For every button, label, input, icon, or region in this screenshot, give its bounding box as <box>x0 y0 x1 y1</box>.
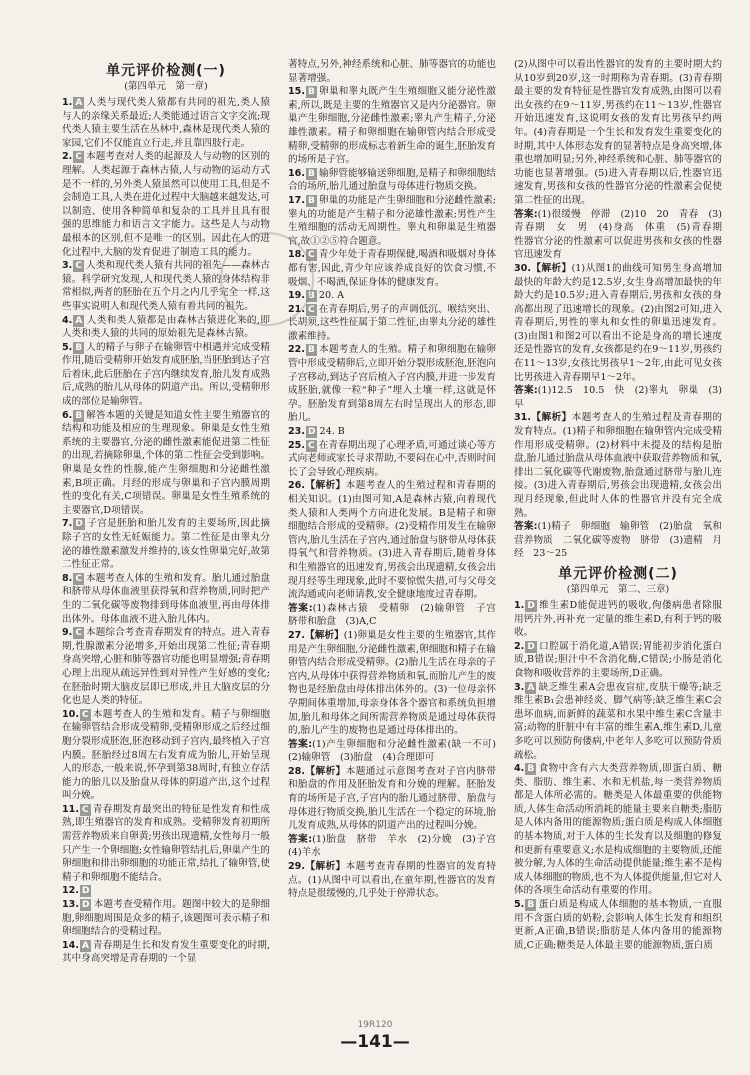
answer-item <box>62 708 270 803</box>
answer-item <box>514 208 732 262</box>
answer-item <box>514 640 722 681</box>
question-number: 25. <box>288 439 305 451</box>
answer-label: 答案: <box>288 833 313 845</box>
question-number: 11. <box>62 803 79 815</box>
answer-letter: B <box>308 168 315 179</box>
question-number: 10. <box>62 708 79 720</box>
answer-item <box>62 898 270 939</box>
answer-text: 子宫是胚胎和胎儿发育的主要场所,因此摘除子宫的女性无妊娠能力。第二性征是由睾丸分泌的雄性激素激发并维持的,该女性卵巢完好,故第二性征正常。 <box>62 518 270 571</box>
answer-item <box>288 833 506 860</box>
question-number: 23. <box>288 426 305 438</box>
answer-item <box>62 884 270 898</box>
answer-item <box>514 681 722 763</box>
answer-text: 人的精子与卵子在输卵管中相遇并完成受精作用,随后受精卵开始发育成胚胎,当胚胎到达子宫后着床,此后胚胎在子宫内继续发育,胎儿发育成熟后,成熟的胎儿从母体的阴道产出。所以,受精卵形成的部位是输卵管。 <box>62 341 270 408</box>
answer-text: (1)森林古猿 受精卵 (2)输卵管 子宫 脐带和胎盘 (3)A,C <box>288 602 506 628</box>
question-number: 29. <box>288 861 305 873</box>
answer-item <box>288 439 496 480</box>
answer-text: 卵巢的功能是产生卵细胞和分泌雌性激素;睾丸的功能是产生精子和分泌雄性激素;男性产生生殖细胞的活动无周期性。睾丸和卵巢是生殖器官,故①②⑤符合题意。 <box>288 194 496 247</box>
answer-letter: D <box>82 900 90 911</box>
answer-label: 答案: <box>288 738 313 750</box>
answer-item <box>62 939 270 966</box>
question-number: 17. <box>288 194 305 206</box>
question-number: 16. <box>288 167 305 179</box>
question-number: 18. <box>288 249 305 261</box>
question-number: 3. <box>62 260 73 272</box>
answer-letter: A <box>527 682 535 693</box>
column-2 <box>288 58 506 1018</box>
answer-item <box>62 626 270 708</box>
answer-item <box>288 425 496 439</box>
answer-item <box>288 248 496 289</box>
print-code: 19R120 <box>357 1020 393 1030</box>
answer-text: 缺乏维生素A会患夜盲症,皮肤干燥等;缺乏维生素B₁会患神经炎、脚气病等;缺乏维生素C会患坏血病,而新鲜的蔬菜和水果中维生素C含量丰富;动物的肝脏中有丰富的维生素A,维生素D,儿童多吃可以预防佝偻病,中老年人多吃可以预防骨质疏松。 <box>514 681 722 761</box>
answer-text: 本题考查人的生殖过程及青春期的发育特点。(1)精子和卵细胞在输卵管内完成受精作用形成受精卵。(2)材料中未提及的结构是胎盘,胎儿通过胎盘从母体血液中获取营养物质和氧,排出二氧化碳等代谢废物,胎盘通过脐带与胎儿连接。(3)进入青春期后,男孩会出现遗精,女孩会出现月经现象,但此时人体的性器官并没有完全成熟。 <box>514 412 723 519</box>
analysis-tag: 【解析】 <box>305 861 346 873</box>
answer-list-1 <box>62 96 270 966</box>
answer-text: (2)从图中可以看出性器官的发育的主要时期大约从10岁到20岁,这一时期称为青春期。(3)青春期最主要的发育特征是性器官发育成熟,由图可以看出女孩约在9～11岁,男孩约在11～13岁,性器官开始迅速发育,这说明女孩的发育比男孩早约两年。(4)青春期是一个生长和发育发生重要变化的时期,其中人体形态发育的显著特点是身高突增,体重也增加明显;另外,神经系统和心脏、肺等器官的功能也显著增强。(5)进入青春期以后,性器官迅速发育,男孩和女孩的性器官分泌的性激素会促使第二性征的出现。 <box>514 59 722 206</box>
answer-letter: B <box>75 410 83 421</box>
seal-stamp <box>220 232 314 326</box>
question-number: 9. <box>62 627 73 639</box>
answer-text: 本题考查人体的生殖和发育。胎儿通过胎盘和脐带从母体血液里获得氧和营养物质,同时把产生的二氧化碳等废物排到母体血液里,再由母体排出体外。母体血液不进入胎儿体内。 <box>62 572 270 625</box>
answer-item <box>514 599 722 640</box>
answer-label: 答案: <box>514 208 538 220</box>
question-number: 28. <box>288 765 305 777</box>
answer-item <box>62 341 270 409</box>
answer-item <box>514 58 722 208</box>
answer-letter: B <box>308 345 315 356</box>
answer-letter: B <box>308 195 315 206</box>
answer-letter: D <box>527 600 535 611</box>
answer-item <box>62 314 270 341</box>
answer-letter: C <box>75 152 82 163</box>
question-number: 26. <box>288 480 305 492</box>
answer-item <box>288 738 506 765</box>
question-number: 12. <box>62 885 79 897</box>
analysis-tag: 【解析】 <box>305 765 346 777</box>
question-number: 30. <box>514 262 531 274</box>
question-number: 13. <box>62 899 79 911</box>
answer-item <box>288 194 496 248</box>
answer-letter: A <box>82 940 89 951</box>
answer-label: 答案: <box>514 521 538 533</box>
answer-item <box>62 803 270 885</box>
answer-item <box>288 602 506 629</box>
answer-item <box>288 343 496 425</box>
answer-item <box>288 58 496 85</box>
answer-item <box>514 898 722 952</box>
question-number: 31. <box>514 412 531 424</box>
question-number: 27. <box>288 629 305 641</box>
answer-text: 人类与现代类人猿都有共同的祖先,类人猿与人的亲缘关系最近;人类能通过语言文字交流;现代类人猿主要生活在丛林中,森林是现代类人猿的家园,它们不仅能直立行走,并且靠四肢行走。 <box>62 97 270 149</box>
question-number: 2. <box>514 640 525 652</box>
answer-letter: C <box>75 628 82 639</box>
answer-item <box>514 520 722 561</box>
question-number: 15. <box>288 86 305 98</box>
answer-letter: C <box>75 261 82 272</box>
answer-letter: C <box>308 304 315 315</box>
answer-item <box>62 517 270 571</box>
answer-letter: C <box>82 804 89 815</box>
answer-letter: B <box>308 87 315 98</box>
question-number: 1. <box>514 599 525 611</box>
answer-letter: C <box>75 573 82 584</box>
answer-text: 蛋白质是构成人体细胞的基本物质,一直服用不含蛋白质的奶粉,会影响人体生长发育和组织更新,A正确,B错误;脂肪是人体内备用的能源物质,C正确;糖类是人体最主要的能源物质,蛋白质 <box>514 899 722 951</box>
answer-item <box>288 85 496 167</box>
answer-text: 青少年处于青春期保健,喝酒和吸烟对身体都有害,因此,青少年应该养成良好的饮食习惯,不吸烟、不喝酒,保证身体的健康发育。 <box>288 249 496 288</box>
answer-letter: D <box>82 886 90 897</box>
answer-text: 在青春期后,男子的声调低沉、喉结突出、长胡须,这些性征属于第二性征,由睾丸分泌的雄性激素维持。 <box>288 303 496 342</box>
column-1 <box>62 58 270 1018</box>
question-number: 1. <box>62 97 73 108</box>
answer-text: 本题考查人的生殖和发育。精子与卵细胞在输卵管结合形成受精卵,受精卵形成之后经过细胞分裂形成胚泡,胚泡移动到子宫内,最终植入子宫内膜。胚胎经过8周左右发育成为胎儿,开始呈现人的形态,一般来说,怀孕到第38周时,有独立存活能力的胎儿以及胎盘从母体的阴道产出,这个过程叫分娩。 <box>62 708 270 802</box>
answer-item <box>514 262 722 384</box>
answer-letter: D <box>527 641 535 652</box>
answer-text: (1)卵巢是女性主要的生殖器官,其作用是产生卵细胞,分泌雌性激素,卵细胞和精子在输卵管内结合形成受精卵。(2)胎儿生活在母亲的子宫内,从母体中获得营养物质和氧,而胎儿产生的废物也是经胎盘由母体排出体外的。(3)一位母亲怀孕期间体重增加,母亲身体各个器官和系统负担增加,胎儿和母体之间所需营养物质是通过母体获得的,胎儿产生的废物也是通过母体排出的。 <box>288 629 497 737</box>
answer-text: 本题综合考查青春期发育的特点。进入青春期,性腺激素分泌增多,开始出现第二性征;青春期身高突增,心脏和肺等器官功能也明显增强;青春期心理上出现从疏远异性到对异性产生好感的变化;在胚胎时期大脑皮层即已形成,并且大脑皮层的分化也是人类的特征。 <box>62 627 270 707</box>
answer-letter: A <box>75 98 83 108</box>
answer-item <box>514 762 722 898</box>
answer-item <box>514 411 722 520</box>
answer-list-2 <box>288 58 506 901</box>
answer-text: (1)12.5 10.5 快 (2)睾丸 卵巢 (3)早 <box>514 385 722 410</box>
answer-text: 青春期是生长和发育发生重要变化的时期,其中身高突增是青春期的一个显 <box>62 939 270 965</box>
answer-page <box>62 58 732 1018</box>
question-number: 7. <box>62 518 73 530</box>
answer-letter: C <box>308 440 315 451</box>
question-number: 8. <box>62 572 73 584</box>
answer-item <box>288 303 496 344</box>
question-number: 5. <box>62 341 73 353</box>
analysis-tag: 【解析】 <box>305 480 346 492</box>
section-title-2: 单元评价检测(二) <box>558 565 678 582</box>
question-number: 6. <box>62 409 73 421</box>
question-number: 4. <box>62 314 73 326</box>
answer-item <box>62 572 270 626</box>
question-number: 19. <box>288 290 305 302</box>
answer-text: 本题考查对人类的起源及人与动物的区别的理解。人类起源于森林古猿,人与动物的运动方式是不一样的,另外类人猿虽然可以使用工具,但是不会制造工具,人类在进化过程中大脑越来越发达,可以制造、使用各种简单和复杂的工具并且具有很强的思维能力和语言文字能力。这些是人与动物最根本的区别,但不是唯一的区别。因此在人的进化过程中,大脑的发育促进了制造工具的能力。 <box>62 151 270 258</box>
answer-item <box>288 629 496 738</box>
answer-letter: C <box>308 250 315 261</box>
answer-text: (1)产生卵细胞和分泌雌性激素(缺一不可) (2)输卵管 (3)胎盘 (4)合理即可 <box>288 738 506 764</box>
answer-item <box>288 479 496 601</box>
question-number: 5. <box>514 899 525 911</box>
answer-letter: B <box>527 900 535 911</box>
answer-item <box>62 96 270 150</box>
answer-text: (1)精子 卵细胞 输卵管 (2)胎盘 氧和营养物质 二氧化碳等废物 脐带 (3)遗精 月经 23～25 <box>514 521 722 560</box>
answer-item <box>288 765 496 833</box>
page-footer <box>0 1020 750 1052</box>
answer-text: 24. B <box>319 426 345 438</box>
answer-text: 人类和类人猿都是由森林古猿进化来的,即人类和类人猿的共同的原始祖先是森林古猿。 <box>62 314 270 340</box>
answer-item <box>288 167 496 194</box>
section-subtitle-1: (第四单元 第一章) <box>124 81 208 92</box>
question-number: 3. <box>514 681 525 693</box>
answer-label: 答案: <box>288 602 313 614</box>
column-3 <box>514 58 732 1018</box>
answer-letter: B <box>75 342 83 353</box>
answer-text: 卵巢和睾丸既产生生殖细胞又能分泌性激素,所以,既是主要的生殖器官又是内分泌器官。卵巢产生卵细胞,分泌雌性激素;睾丸产生精子,分泌雄性激素。精子和卵细胞在输卵管内结合形成受精卵,受精卵的形成标志着新生命的诞生,胚胎发育的场所是子宫。 <box>288 86 496 166</box>
answer-text: (1)胎盘 脐带 羊水 (2)分娩 (3)子宫 (4)羊水 <box>288 833 506 859</box>
answer-list-3b <box>514 599 722 952</box>
answer-label: 答案: <box>514 385 538 397</box>
answer-text: (1)很缓慢 停滞 (2)10 20 青春 (3)青春期 女 男 (4)身高 体重 (5)青春期 性器官分泌的性激素可以促进男孩和女孩的性器官迅速发育 <box>514 208 732 261</box>
answer-letter: D <box>75 519 83 530</box>
answer-text: (1)从图1的曲线可知男生身高增加最快的年龄大约是12.5岁,女生身高增加最快的年龄大约是10.5岁;进入青春期后,男孩和女孩的身高都出现了迅速增长的现象。(2)由图2可知,进入青春期后,男性的睾丸和女性的卵巢迅速发育。(3)由图1和图2可以看出不论是身高的增长速度还是性器官的发育,女孩都是约在9～11岁,男孩约在11～13岁,女孩比男孩早1～2年,由此可见女孩比男孩进入青春期早1～2年。 <box>514 262 723 383</box>
answer-letter: C <box>82 709 89 720</box>
answer-letter: A <box>75 315 83 326</box>
answer-item <box>514 384 722 411</box>
answer-text: 著特点,另外,神经系统和心脏、肺等器官的功能也显著增强。 <box>288 59 496 84</box>
answer-text: 本题考查人的生殖过程和青春期的相关知识。(1)由图可知,A是森林古猿,向着现代类人猿和人类两个方向进化发展。B是精子和卵细胞结合形成的受精卵。(2)受精作用发生在输卵管内,胎儿生活在子宫内,通过胎盘与脐带从母体获得氧气和营养物质。(3)进入青春期后,随着身体和生殖器官的迅速发育,男孩会出现遗精,女孩会出现月经等生理现象,此时不要惊慌失措,可与父母交流沟通或向老师请教,安全健康地度过青春期。 <box>288 480 497 601</box>
answer-list-3a <box>514 58 732 561</box>
answer-text: 本题考查青春期的性器官的发育特点。(1)从图中可以看出,在童年期,性器官的发育特点是很缓慢的,几乎处于停滞状态。 <box>288 861 497 900</box>
question-number: 14. <box>62 939 79 951</box>
answer-text: 维生素D能促进钙的吸收,佝偻病患者除服用钙片外,再补充一定量的维生素D,有利于钙的吸收。 <box>514 599 722 639</box>
answer-text: 人类和现代类人猿有共同的祖先——森林古猿。科学研究发现,人和现代类人猿的身体结构非常相似,两者的胚胎在五个月之内几乎完全一样,这些事实说明人和现代类人猿有着共同的祖先。 <box>62 260 270 312</box>
answer-letter: D <box>308 427 316 438</box>
question-number: 2. <box>62 151 73 163</box>
answer-text: 在青春期出现了心理矛盾,可通过谈心等方式向老师或家长寻求帮助,不要闷在心中,否则时间长了会导致心理疾病。 <box>288 439 496 478</box>
page-number: —141— <box>340 1032 410 1052</box>
answer-text: 输卵管能够输送卵细胞,是精子和卵细胞结合的场所,胎儿通过胎盘与母体进行物质交换。 <box>288 167 496 193</box>
analysis-tag: 【解析】 <box>305 629 344 641</box>
answer-text: 本题考查受精作用。题图中较大的是卵细胞,卵细胞周围是众多的精子,该题图可表示精子和卵细胞结合的受精过程。 <box>62 899 270 938</box>
section-title-1: 单元评价检测(一) <box>106 63 226 79</box>
answer-item <box>288 289 496 303</box>
answer-text: 本题通过示意图考查对子宫内脐带和胎盘的作用及胚胎发育和分娩的理解。胚胎发育的场所是子宫,子宫内的胎儿通过脐带、胎盘与母体进行物质交换,胎儿生活在一个稳定的环境,胎儿发育成熟,从母体的阴道产出的过程叫分娩。 <box>288 765 497 832</box>
answer-item <box>288 860 496 901</box>
answer-item <box>62 409 270 518</box>
analysis-tag: 【解析】 <box>531 262 572 274</box>
question-number: 22. <box>288 344 305 356</box>
question-number: 21. <box>288 303 305 315</box>
section-subtitle-2: (第四单元 第二、三章) <box>566 583 670 595</box>
answer-letter: B <box>527 764 535 775</box>
answer-text: 食物中含有六大类营养物质,即蛋白质、糖类、脂肪、维生素、水和无机盐,每一类营养物质都是人体所必需的。糖类是人体最重要的供能物质,人体生命活动所消耗的能量主要来自糖类;脂肪是人体内备用的能源物质;蛋白质是构成人体细胞的基本物质,对于人体的生长发育以及细胞的修复和更新有重要意义;水是构成细胞的主要物质,还能被分解,为人体的生命活动提供能量;维生素不是构成人体细胞的物质,也不为人体提供能量,但它对人体的各项生命活动有重要的作用。 <box>514 763 722 897</box>
answer-text: 20. A <box>318 290 345 302</box>
answer-text: 本题考查人的生殖。精子和卵细胞在输卵管中形成受精卵后,立即开始分裂形成胚泡,胚泡向子宫移动,到达子宫后植入子宫内膜,并进一步发育成胚胎,就像一粒“种子”埋入土壤一样,这就是怀孕。胚胎发育到第8周左右时呈现出人的形态,即胎儿。 <box>288 344 496 424</box>
answer-letter: B <box>308 291 315 302</box>
answer-text: 青春期发育最突出的特征是性发育和性成熟,即生殖器官的发育和成熟。受精卵发育初期所需营养物质来自卵黄;男孩出现遗精,女性每月一般只产生一个卵细胞;女性输卵管结扎后,卵巢产生的卵细胞和排出卵细胞的功能正常,结扎了输卵管,使精子和卵细胞不能结合。 <box>62 803 270 883</box>
question-number: 4. <box>514 763 525 775</box>
answer-text: 口腔属于消化道,A错误;胃能初步消化蛋白质,B错误;胆汁中不含消化酶,C错误;小肠是消化食物和吸收营养的主要场所,D正确。 <box>514 640 722 679</box>
answer-text: 解答本题的关键是知道女性主要生殖器官的结构和功能及相应的生理现象。卵巢是女性生殖系统的主要器官,分泌的雌性激素能促进第二性征的出现,若摘除卵巢,个体的第二性征会受到影响。卵巢是女性的性腺,能产生卵细胞和分泌雌性激素,B项正确。月经的形成与卵巢和子宫内膜周期性的变化有关,C项错误。卵巢是女性生殖系统的主要器官,D项错误。 <box>62 409 270 516</box>
analysis-tag: 【解析】 <box>531 412 572 424</box>
